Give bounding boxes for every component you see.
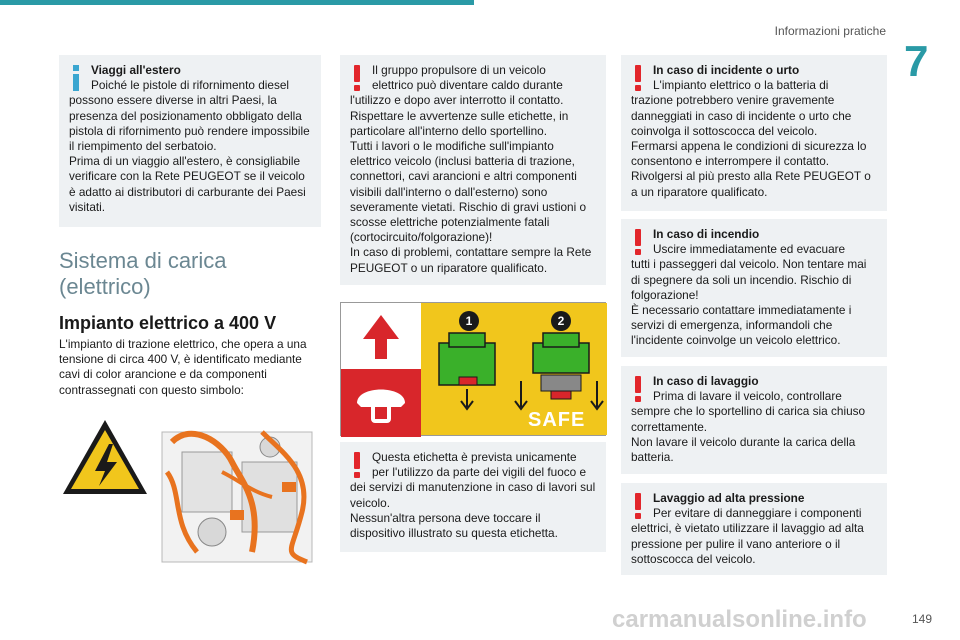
box-title: In caso di lavaggio — [653, 374, 759, 388]
warning-box-label — [340, 442, 606, 552]
info-box-travel — [59, 55, 321, 227]
badge-2: 2 — [551, 311, 571, 331]
safe-label-illustration — [340, 302, 606, 436]
engine-orange-cables-illustration — [152, 412, 322, 572]
warning-box-pressure — [621, 483, 887, 575]
box-title: In caso di incidente o urto — [653, 63, 800, 77]
warning-icon — [352, 452, 362, 478]
warning-icon — [633, 65, 643, 91]
box-first-line: Questa etichetta è prevista unicamente — [372, 450, 577, 464]
page-number: 149 — [911, 612, 932, 626]
box-first-line: Poiché le pistole di rifornimento diesel — [91, 78, 290, 93]
box-first-line: Il gruppo propulsore di un veicolo — [372, 63, 546, 77]
box-body: dei servizi di manutenzione in caso di lavori sul veicolo. Nessun'altra persona deve toccare il dispositivo illustrato su questa etichetta. — [350, 480, 596, 541]
upward-arrow-and-firefighter-helmet-icon — [341, 303, 421, 437]
safe-text: SAFE — [528, 409, 586, 431]
warning-icon — [352, 65, 362, 91]
box-body: possono essere diverse in altri Paesi, la presenza del posizionamento obbligato della pistola di rifornimento può rendere impossibile il riempimento del serbatoio. Prima di un viaggio all'estero, è consigliabile verificare con la Rete PEUGEOT se il veicolo è adatto ai distributori di carburante dei Paesi visitati. — [69, 93, 310, 214]
header-accent-bar — [0, 0, 474, 5]
warning-icon — [633, 376, 643, 402]
warning-icon — [633, 229, 643, 255]
high-voltage-warning-icon — [59, 416, 151, 498]
box-body: tutti i passeggeri dal veicolo. Non tentare mai di spegnere da soli un incendio. Rischio di folgorazione! È necessario contattare immediatamente i servizi di emergenza, informandoli che l'incidente coinvolge un veicolo elettrico. — [631, 257, 867, 348]
box-first-line: Uscire immediatamente ed evacuare — [653, 242, 846, 257]
section-title: Sistema di carica (elettrico) — [59, 248, 227, 299]
box-title: Viaggi all'estero — [91, 63, 181, 77]
box-title: Lavaggio ad alta pressione — [653, 491, 805, 505]
warning-box-wash — [621, 366, 887, 474]
badge-1: 1 — [459, 311, 479, 331]
box-second-line: elettrico può diventare caldo durante — [372, 78, 563, 93]
box-first-line: Prima di lavare il veicolo, controllare — [653, 389, 842, 404]
info-icon — [71, 65, 81, 91]
box-body: elettrici, è vietato utilizzare il lavaggio ad alta pressione per pulire il vano anteriore o il sottoscocca del veicolo. — [631, 521, 864, 566]
warning-box-fire — [621, 219, 887, 357]
sub-title: Impianto elettrico a 400 V — [59, 313, 277, 333]
warning-box-drive — [340, 55, 606, 285]
box-body: sempre che lo sportellino di carica sia chiuso correttamente. Non lavare il veicolo durante la carica della batteria. — [631, 404, 866, 465]
watermark: carmanualsonline.info — [612, 606, 867, 633]
box-body: l'utilizzo e dopo aver interrotto il contatto. Rispettare le avvertenze sulle etichette, in particolare all'interno dello sportellino. Tutti i lavori o le modifiche sull'impianto elettrico veicolo (inclusi batteria di trazione, connettori, cavi arancioni e altri componenti visibili dall'interno o dall'esterno) sono severamente vietati. Rischio di gravi ustioni o scosse elettriche potenzialmente fatali (cortocircuito/folgorazione)! In caso di problemi, contattare sempre la Rete PEUGEOT o un riparatore qualificato. — [350, 93, 592, 275]
box-title: In caso di incendio — [653, 227, 760, 241]
chapter-number: 7 — [904, 37, 929, 86]
box-body: trazione potrebbero venire gravemente danneggiati in caso di incidente o urto che coinvolga il sottoscocca del veicolo. Fermarsi appena le condizioni di sicurezza lo consentono e interrompere il contatto. Rivolgersi al più presto alla Rete PEUGEOT o a un riparatore qualificato. — [631, 93, 871, 199]
box-first-line: L'impianto elettrico o la batteria di — [653, 78, 829, 93]
warning-icon — [633, 493, 643, 519]
body-text: L'impianto di trazione elettrico, che opera a una tensione di circa 400 V, è identificato mediante cavi di color arancione e da componenti contrassegnati con questo simbolo: — [59, 337, 307, 397]
box-second-line: per l'utilizzo da parte dei vigili del fuoco e — [372, 465, 587, 480]
header-title: Informazioni pratiche — [774, 24, 886, 38]
box-first-line: Per evitare di danneggiare i componenti — [653, 506, 862, 521]
warning-box-accident — [621, 55, 887, 211]
